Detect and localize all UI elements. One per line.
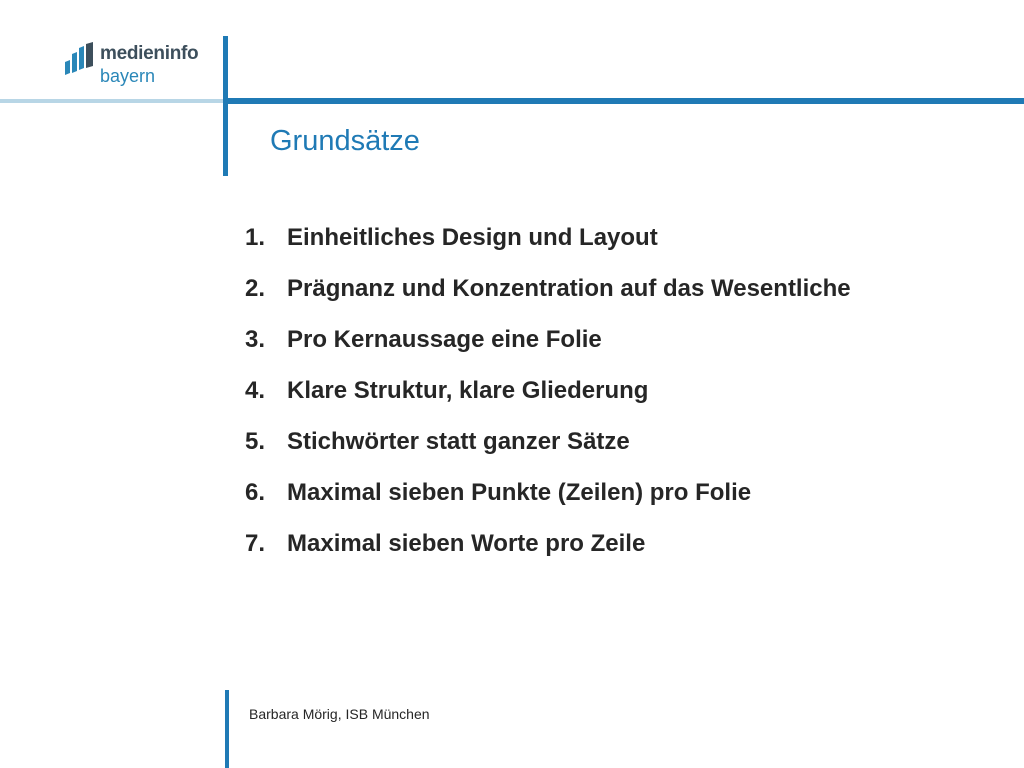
list-item (245, 475, 851, 526)
list-item-number: 1. (245, 224, 266, 251)
vertical-rule-bottom (225, 690, 229, 768)
list-item-number: 7. (245, 530, 266, 557)
header-rule-light (0, 99, 226, 103)
logo (62, 40, 232, 100)
logo-line1: medieninfo (100, 43, 199, 64)
list-item-text: Prägnanz und Konzentration auf das Wesentliche (287, 275, 851, 302)
list-item-number: 5. (245, 428, 266, 455)
list-item-text: Pro Kernaussage eine Folie (287, 326, 602, 353)
footer-author: Barbara Mörig, ISB München (249, 706, 430, 722)
list-item-text: Klare Struktur, klare Gliederung (287, 377, 649, 404)
list-item (245, 373, 851, 424)
list-item-text: Einheitliches Design und Layout (287, 224, 658, 251)
list-item (245, 424, 851, 475)
logo-wordmark (100, 44, 198, 85)
header-rule (226, 98, 1024, 104)
medieninfo-bayern-logo-icon (62, 40, 98, 80)
vertical-rule-top (223, 36, 228, 176)
list-item (245, 220, 851, 271)
list-item-text: Maximal sieben Punkte (Zeilen) pro Folie (287, 479, 752, 506)
principles-list (245, 220, 851, 577)
list-item-number: 4. (245, 377, 266, 404)
logo-line2: bayern (100, 66, 156, 86)
list-item (245, 271, 851, 322)
list-item-number: 3. (245, 326, 266, 353)
slide-title: Grundsätze (270, 125, 420, 157)
list-item (245, 322, 851, 373)
list-item (245, 526, 851, 577)
list-item-text: Stichwörter statt ganzer Sätze (287, 428, 630, 455)
list-item-number: 6. (245, 479, 266, 506)
list-item-number: 2. (245, 275, 266, 302)
list-item-text: Maximal sieben Worte pro Zeile (287, 530, 646, 557)
